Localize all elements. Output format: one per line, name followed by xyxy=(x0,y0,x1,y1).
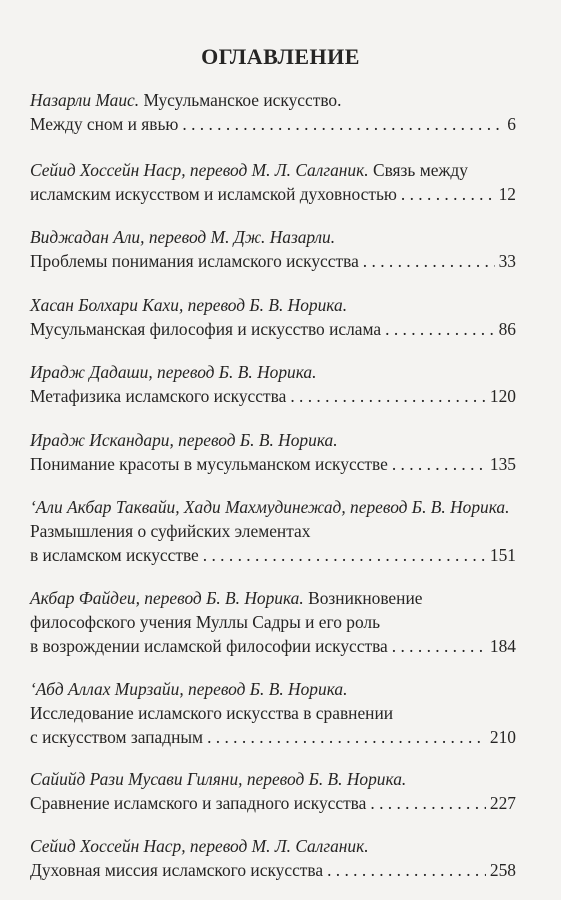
dot-leader xyxy=(290,384,486,408)
toc-entry xyxy=(30,360,516,408)
page-title: ОГЛАВЛЕНИЕ xyxy=(201,44,360,69)
entry-title-line: Понимание красоты в мусульманском искусстве xyxy=(30,454,388,474)
entry-author: Сайийд Рази Мусави Гиляни, перевод Б. В. Норика. xyxy=(30,769,407,789)
entry-author: Сейид Хоссейн Наср, перевод М. Л. Салганик. xyxy=(30,160,369,180)
entry-author: ʻАбд Аллах Мирзайи, перевод Б. В. Норика. xyxy=(30,679,348,699)
entry-author: Назарли Маис. xyxy=(30,90,140,110)
toc-entry xyxy=(30,428,516,476)
entry-page-number: 227 xyxy=(489,793,516,813)
entry-page-number: 184 xyxy=(489,636,516,656)
entry-page-number: 210 xyxy=(489,727,516,747)
entry-author: Сейид Хоссейн Наср, перевод М. Л. Салганик. xyxy=(30,836,369,856)
entry-page-number: 6 xyxy=(507,114,516,134)
dot-leader xyxy=(401,182,495,206)
entry-title-line: Связь между xyxy=(372,160,468,180)
entry-title-line: Проблемы понимания исламского искусства xyxy=(30,251,359,271)
entry-title-line: Возникновение xyxy=(308,588,423,608)
dot-leader xyxy=(182,112,503,136)
entry-title-line: Между сном и явью xyxy=(30,114,179,134)
dot-leader xyxy=(370,791,486,815)
dot-leader xyxy=(327,858,486,882)
toc-entry xyxy=(30,88,516,136)
entry-title-line: философского учения Муллы Садры и его роль xyxy=(30,612,381,632)
toc-entry xyxy=(30,677,516,749)
entry-title-line: исламским искусством и исламской духовностью xyxy=(30,184,397,204)
entry-title-line: в возрождении исламской философии искусства xyxy=(30,636,388,656)
entry-page-number: 258 xyxy=(489,860,516,880)
entry-author: Ирадж Искандари, перевод Б. В. Норика. xyxy=(30,430,338,450)
entry-title-line: Духовная миссия исламского искусства xyxy=(30,860,324,880)
entry-author: Виджадан Али, перевод М. Дж. Назарли. xyxy=(30,227,336,247)
entry-title-line: Исследование исламского искусства в сравнении xyxy=(30,703,394,723)
entry-title-line: Метафизика исламского искусства xyxy=(30,386,287,406)
entry-title-line: Мусульманская философия и искусство ислама xyxy=(30,319,382,339)
dot-leader xyxy=(363,249,495,273)
toc-entry xyxy=(30,158,516,206)
entry-author: Акбар Файдеи, перевод Б. В. Норика. xyxy=(30,588,304,608)
entry-page-number: 135 xyxy=(489,454,516,474)
toc-entry xyxy=(30,225,516,273)
entry-author: Ирадж Дадаши, перевод Б. В. Норика. xyxy=(30,362,317,382)
entry-page-number: 12 xyxy=(498,184,516,204)
entry-title-line: в исламском искусстве xyxy=(30,545,199,565)
toc-entry xyxy=(30,767,516,815)
entry-page-number: 151 xyxy=(489,545,516,565)
dot-leader xyxy=(392,452,486,476)
entry-page-number: 33 xyxy=(498,251,516,271)
dot-leader xyxy=(203,543,486,567)
toc-entry xyxy=(30,495,516,567)
entry-title-line: Размышления о суфийских элементах xyxy=(30,521,311,541)
dot-leader xyxy=(385,317,494,341)
entry-page-number: 86 xyxy=(498,319,516,339)
entry-title-line: с искусством западным xyxy=(30,727,204,747)
toc-entry xyxy=(30,293,516,341)
entry-page-number: 120 xyxy=(489,386,516,406)
dot-leader xyxy=(207,725,486,749)
toc-entry xyxy=(30,834,516,882)
dot-leader xyxy=(392,634,486,658)
entry-title-line: Сравнение исламского и западного искусства xyxy=(30,793,367,813)
toc-entry xyxy=(30,586,516,658)
entry-author: Хасан Болхари Кахи, перевод Б. В. Норика. xyxy=(30,295,348,315)
entry-title-line: Мусульманское искусство. xyxy=(143,90,342,110)
entry-author: ʻАли Акбар Таквайи, Хади Махмудинежад, перевод Б. В. Норика. xyxy=(30,497,510,517)
